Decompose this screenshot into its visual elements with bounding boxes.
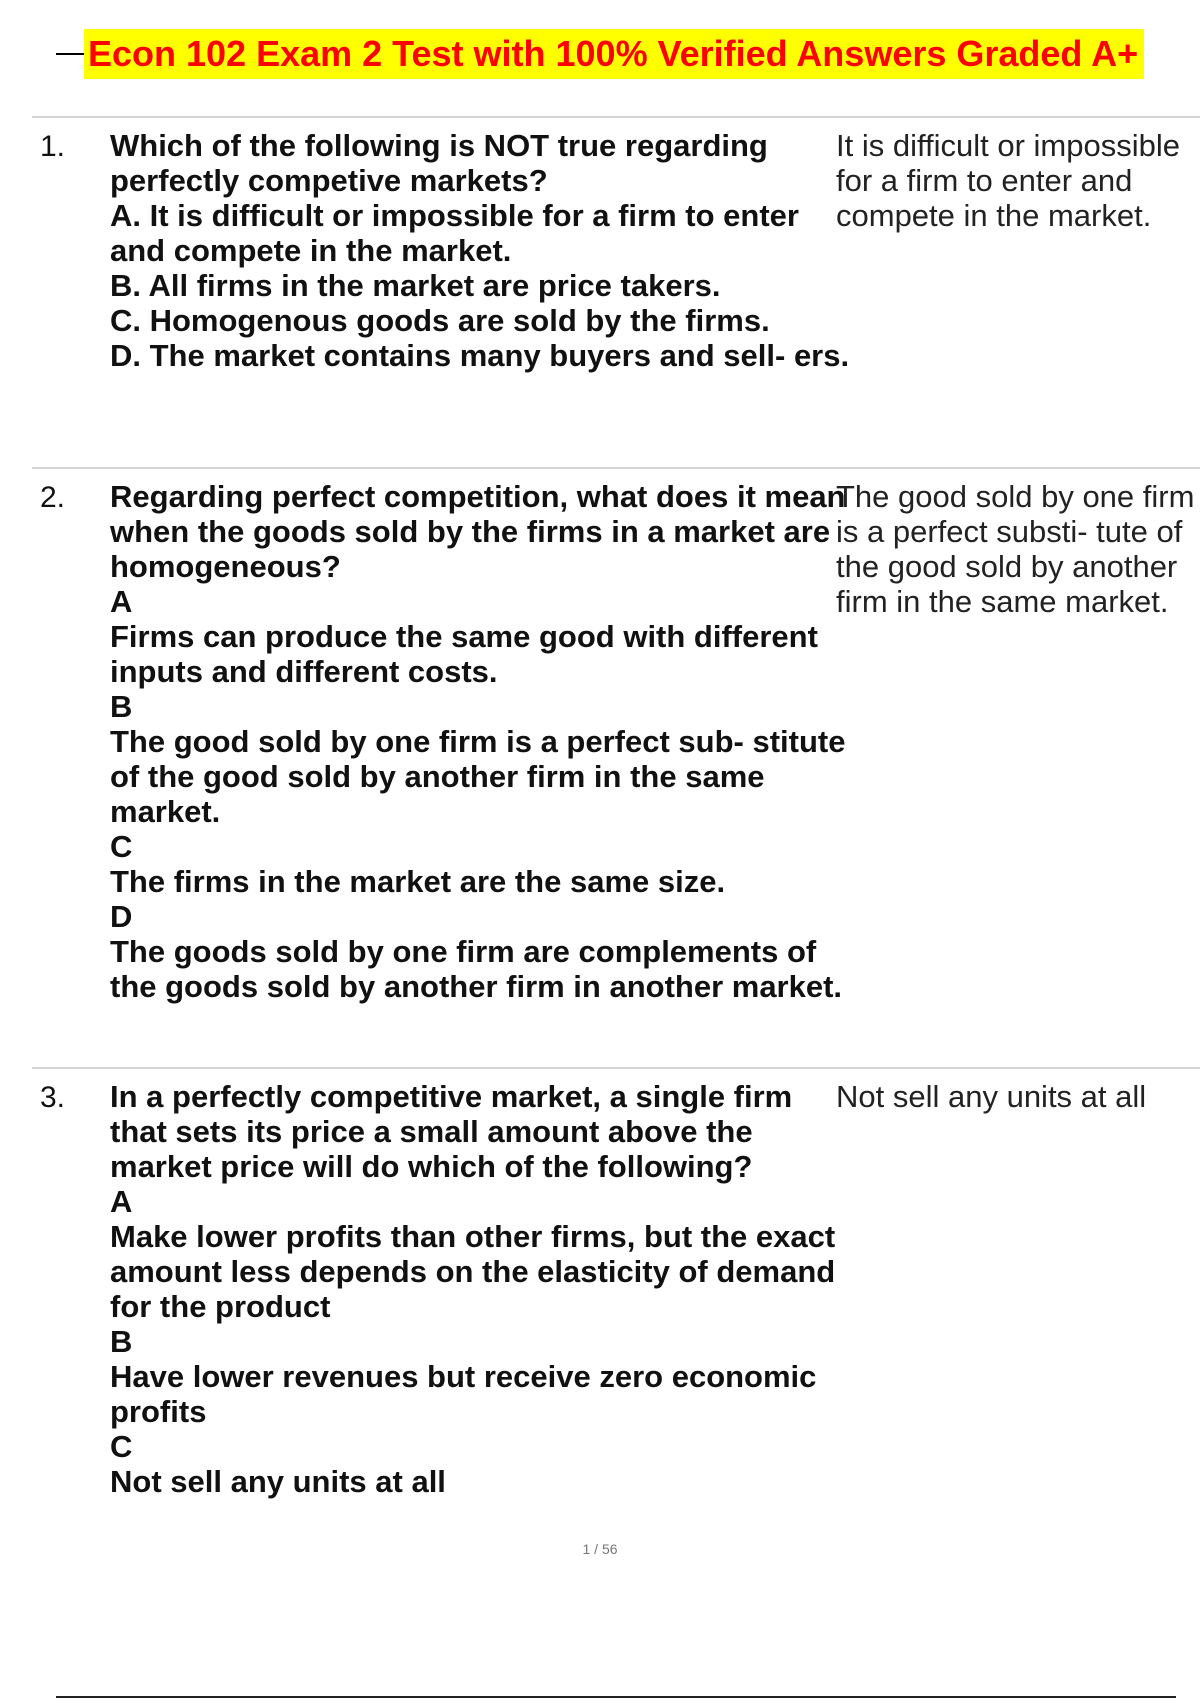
qa-row-2 — [32, 469, 1200, 1067]
option-b: B. All firms in the market are price takers. — [110, 268, 721, 303]
option-letter: B — [110, 689, 133, 724]
answer-text: The good sold by one firm is a perfect substi- tute of the good sold by another firm in the same market. — [836, 479, 1195, 619]
option-a: A. It is difficult or impossible for a firm to enter and compete in the market. — [110, 198, 799, 268]
page-bottom-rule — [56, 1696, 1176, 1698]
option-text: The firms in the market are the same size. — [110, 864, 726, 899]
option-text: Firms can produce the same good with different inputs and different costs. — [110, 619, 818, 689]
question-stem: Which of the following is NOT true regarding perfectly competive markets? — [110, 128, 768, 198]
question-stem: Regarding perfect competition, what does it mean when the goods sold by the firms in a market are homogeneous? — [110, 479, 846, 584]
option-text: Not sell any units at all — [110, 1464, 446, 1499]
option-letter: C — [110, 1429, 133, 1464]
qa-row-1 — [32, 118, 1200, 467]
qa-row-3 — [32, 1069, 1200, 1519]
page-number: 1 / 56 — [582, 1541, 618, 1557]
option-text: The goods sold by one firm are complements of the goods sold by another firm in another market. — [110, 934, 843, 1004]
document-title: Econ 102 Exam 2 Test with 100% Verified Answers Graded A+ — [84, 29, 1144, 79]
question-number: 3. — [40, 1081, 66, 1114]
option-c: C. Homogenous goods are sold by the firms. — [110, 303, 770, 338]
option-letter: A — [110, 1184, 133, 1219]
option-letter: B — [110, 1324, 133, 1359]
question-stem: In a perfectly competitive market, a single firm that sets its price a small amount above the market price will do which of the following? — [110, 1079, 793, 1184]
question-text — [110, 1079, 850, 1499]
option-text: Make lower profits than other firms, but the exact amount less depends on the elasticity of demand for the product — [110, 1219, 836, 1324]
option-text: The good sold by one firm is a perfect sub- stitute of the good sold by another firm in the same market. — [110, 724, 846, 829]
option-letter: D — [110, 899, 133, 934]
option-letter: A — [110, 584, 133, 619]
option-d: D. The market contains many buyers and sell- ers. — [110, 338, 850, 373]
option-letter: C — [110, 829, 133, 864]
question-number: 1. — [40, 130, 66, 163]
answer-text: It is difficult or impossible for a firm to enter and compete in the market. — [836, 128, 1180, 233]
document-title-bar — [56, 28, 1144, 80]
answer-text: Not sell any units at all — [836, 1079, 1147, 1114]
question-number: 2. — [40, 481, 66, 514]
qa-table — [32, 116, 1200, 1519]
title-dash — [56, 53, 84, 55]
question-text — [110, 128, 850, 373]
option-text: Have lower revenues but receive zero economic profits — [110, 1359, 817, 1429]
question-text — [110, 479, 850, 1004]
